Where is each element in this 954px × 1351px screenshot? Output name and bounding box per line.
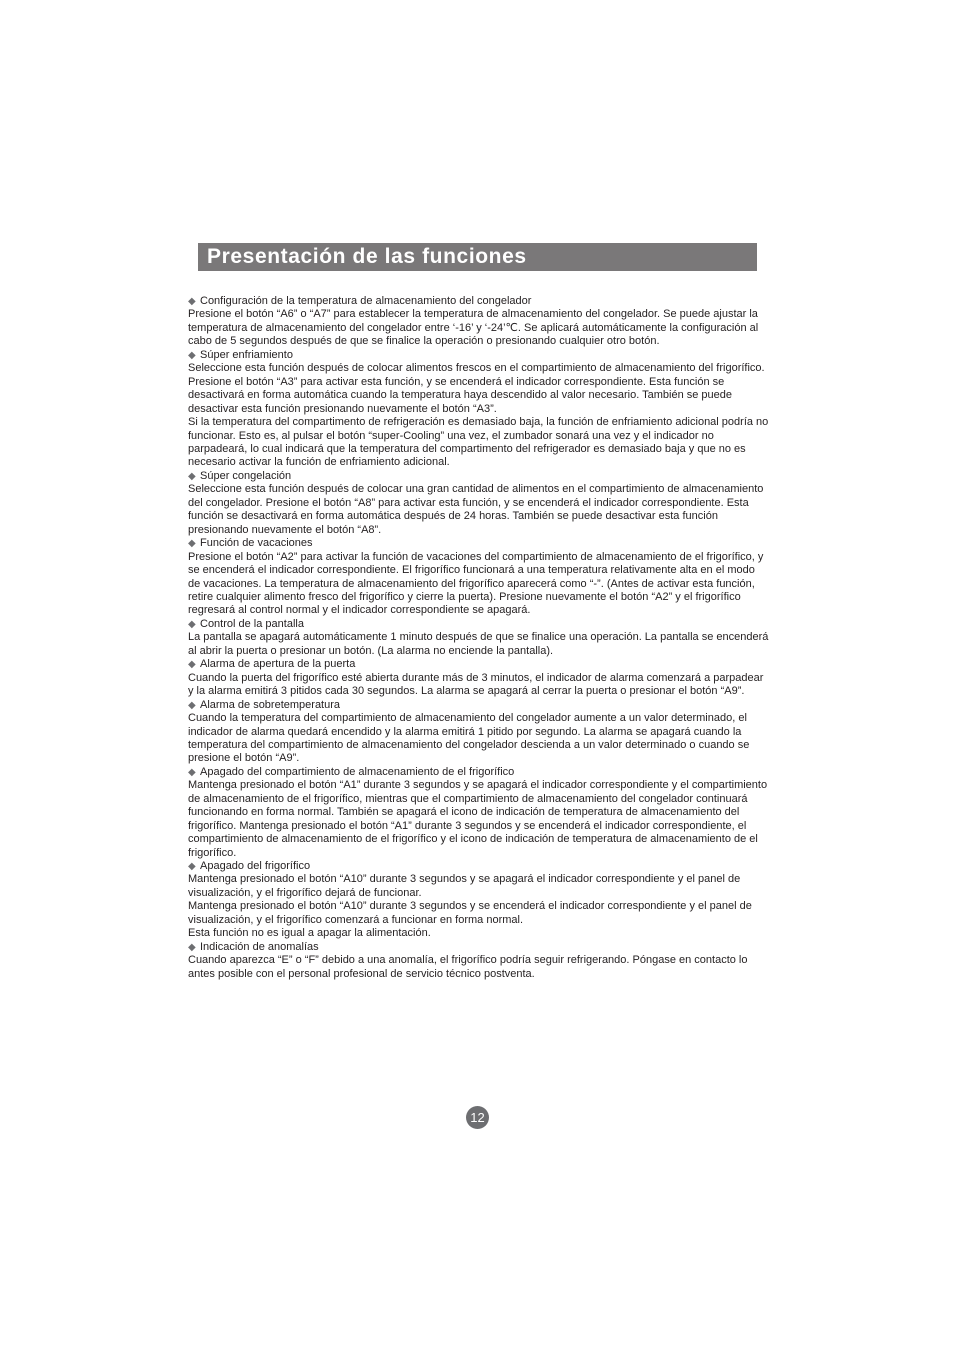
- section-heading-text: Apagado del compartimiento de almacenamiento de el frigorífico: [200, 765, 515, 778]
- section-heading-text: Configuración de la temperatura de almacenamiento del congelador: [200, 295, 532, 307]
- diamond-bullet-icon: ◆: [188, 659, 196, 671]
- section-fault-indication: [188, 941, 770, 981]
- section-heading: [188, 860, 770, 873]
- section-freezer-temperature: [188, 295, 770, 349]
- diamond-bullet-icon: ◆: [188, 296, 196, 307]
- section-display-control: [188, 618, 770, 658]
- diamond-bullet-icon: ◆: [188, 766, 196, 778]
- section-paragraph: Si la temperatura del compartimento de refrigeración es demasiado baja, la función de enfriamiento adicional podría no funcionar. Esto es, al pulsar el botón “super-Cooling” una vez, el zumbador sonará una vez y el indicador no parpadeará, lo cual indicará que la temperatura del compartimento del refrigerador es demasiado baja y que no es necesario activar la función de enfriamiento adicional.: [188, 416, 769, 469]
- diamond-bullet-icon: ◆: [188, 699, 196, 711]
- section-heading: [188, 941, 770, 954]
- page-number: 12: [466, 1106, 489, 1129]
- diamond-bullet-icon: ◆: [188, 941, 196, 953]
- section-paragraph: Cuando la puerta del frigorífico esté abierta durante más de 3 minutos, el indicador de alarma comenzará a parpadear y la alarma emitirá 3 pitidos cada 30 segundos. La alarma se apagará al cerrar la puerta o presionar el botón “A9”.: [188, 671, 764, 698]
- section-heading-text: Indicación de anomalías: [200, 940, 319, 953]
- section-heading: [188, 658, 770, 671]
- section-door-alarm: [188, 658, 770, 698]
- section-heading-text: Súper congelación: [200, 469, 292, 482]
- section-super-cooling: [188, 349, 770, 470]
- section-paragraph: Cuando la temperatura del compartimiento de almacenamiento del congelador aumente a un valor determinado, el indicador de alarma quedará encendido y la alarma emitirá 1 pitido por segundo. La alarma se apagará cuando la temperatura del compartimiento de almacenamiento del congelador descienda a un valor determinado o cuando se presione el botón “A9”.: [188, 712, 750, 765]
- section-overtemperature-alarm: [188, 699, 770, 766]
- section-heading: [188, 699, 770, 712]
- section-heading-text: Alarma de sobretemperatura: [200, 698, 341, 711]
- diamond-bullet-icon: ◆: [188, 470, 196, 482]
- section-vacation-mode: [188, 537, 770, 618]
- section-heading: [188, 618, 770, 631]
- section-paragraph: Presione el botón “A6” o “A7” para establecer la temperatura de almacenamiento del congelador. Se puede ajustar la temperatura de almacenamiento del congelador entre ‘-16’ y ‘-24’℃. Se aplicará automáticamente la configuración al cabo de 5 segundos después de que se finalice la operación o presionando cualquier otro botón.: [188, 308, 759, 348]
- section-heading-text: Alarma de apertura de la puerta: [200, 658, 356, 671]
- section-heading: [188, 470, 770, 483]
- section-paragraph: Esta función no es igual a apagar la alimentación.: [188, 927, 431, 940]
- section-title-bar: [198, 243, 757, 271]
- diamond-bullet-icon: ◆: [188, 618, 196, 630]
- section-paragraph: Mantenga presionado el botón “A10” durante 3 segundos y se apagará el indicador correspondiente y el panel de visualización, y el frigorífico dejará de funcionar.: [188, 873, 741, 899]
- section-paragraph: Mantenga presionado el botón “A10” durante 3 segundos y se encenderá el indicador correspondiente y el panel de visualización, y el frigorífico comenzará a funcionar en forma normal.: [188, 900, 752, 926]
- section-heading: [188, 295, 770, 308]
- section-heading-text: Función de vacaciones: [200, 537, 313, 550]
- section-paragraph: Seleccione esta función después de colocar alimentos frescos en el compartimiento de almacenamiento del frigorífico. Presione el botón “A3” para activar esta función, y se encenderá el indicador correspondiente. Esta función se desactivará en forma automática cuando la temperatura haya descendido al valor necesario. También se puede desactivar esta función presionando nuevamente el botón “A3”.: [188, 362, 765, 415]
- section-heading-text: Apagado del frigorífico: [200, 860, 311, 873]
- section-super-freezing: [188, 470, 770, 537]
- section-heading: [188, 766, 770, 779]
- section-heading-text: Súper enfriamiento: [200, 348, 293, 361]
- section-paragraph: Cuando aparezca “E” o “F” debido a una anomalía, el frigorífico podría seguir refrigerando. Póngase en contacto lo antes posible con el personal profesional de servicio técnico postventa.: [188, 954, 748, 980]
- feature-descriptions: [188, 295, 770, 981]
- section-fridge-compartment-off: [188, 766, 770, 860]
- diamond-bullet-icon: ◆: [188, 349, 196, 361]
- section-paragraph: Presione el botón “A2” para activar la función de vacaciones del compartimiento de almacenamiento de el frigorífico, y se encenderá el indicador correspondiente. El frigorífico funcionará a una temperatura relativamente alta en el modo de vacaciones. La temperatura de almacenamiento del frigorífico aparecerá como “-”. (Antes de activar esta función, retire cualquier alimento fresco del frigorífico y cierre la puerta). Presione nuevamente el botón “A2” y el frigorífico regresará al control normal y el indicador correspondiente se apagará.: [188, 550, 764, 617]
- section-fridge-off: [188, 860, 770, 941]
- section-paragraph: La pantalla se apagará automáticamente 1 minuto después de que se finalice una operación. La pantalla se encenderá al abrir la puerta o presionar un botón. (La alarma no enciende la pantalla).: [188, 631, 769, 657]
- section-heading: [188, 349, 770, 362]
- section-paragraph: Mantenga presionado el botón “A1” durante 3 segundos y se apagará el indicador correspondiente y el compartimiento de almacenamiento de el frigorífico, mientras que el compartimiento de almacenamiento del congelador continuará funcionando en forma normal. También se apagará el icono de indicación de temperatura de almacenamiento del frigorífico. Mantenga presionado el botón “A1” durante 3 segundos y se encenderá el indicador correspondiente, el compartimiento de almacenamiento de el frigorífico y el icono de indicación de temperatura de almacenamiento de el frigorífico.: [188, 779, 768, 859]
- page-title: Presentación de las funciones: [207, 245, 527, 268]
- diamond-bullet-icon: ◆: [188, 861, 196, 873]
- section-heading-text: Control de la pantalla: [200, 617, 304, 630]
- section-heading: [188, 537, 770, 550]
- section-paragraph: Seleccione esta función después de colocar una gran cantidad de alimentos en el compartimiento de almacenamiento del congelador. Presione el botón “A8” para activar esta función, y se encenderá el indicador correspondiente. Esta función se desactivará en forma automática después de 24 horas. También se puede desactivar esta función presionando nuevamente el botón “A8”.: [188, 483, 764, 536]
- diamond-bullet-icon: ◆: [188, 538, 196, 550]
